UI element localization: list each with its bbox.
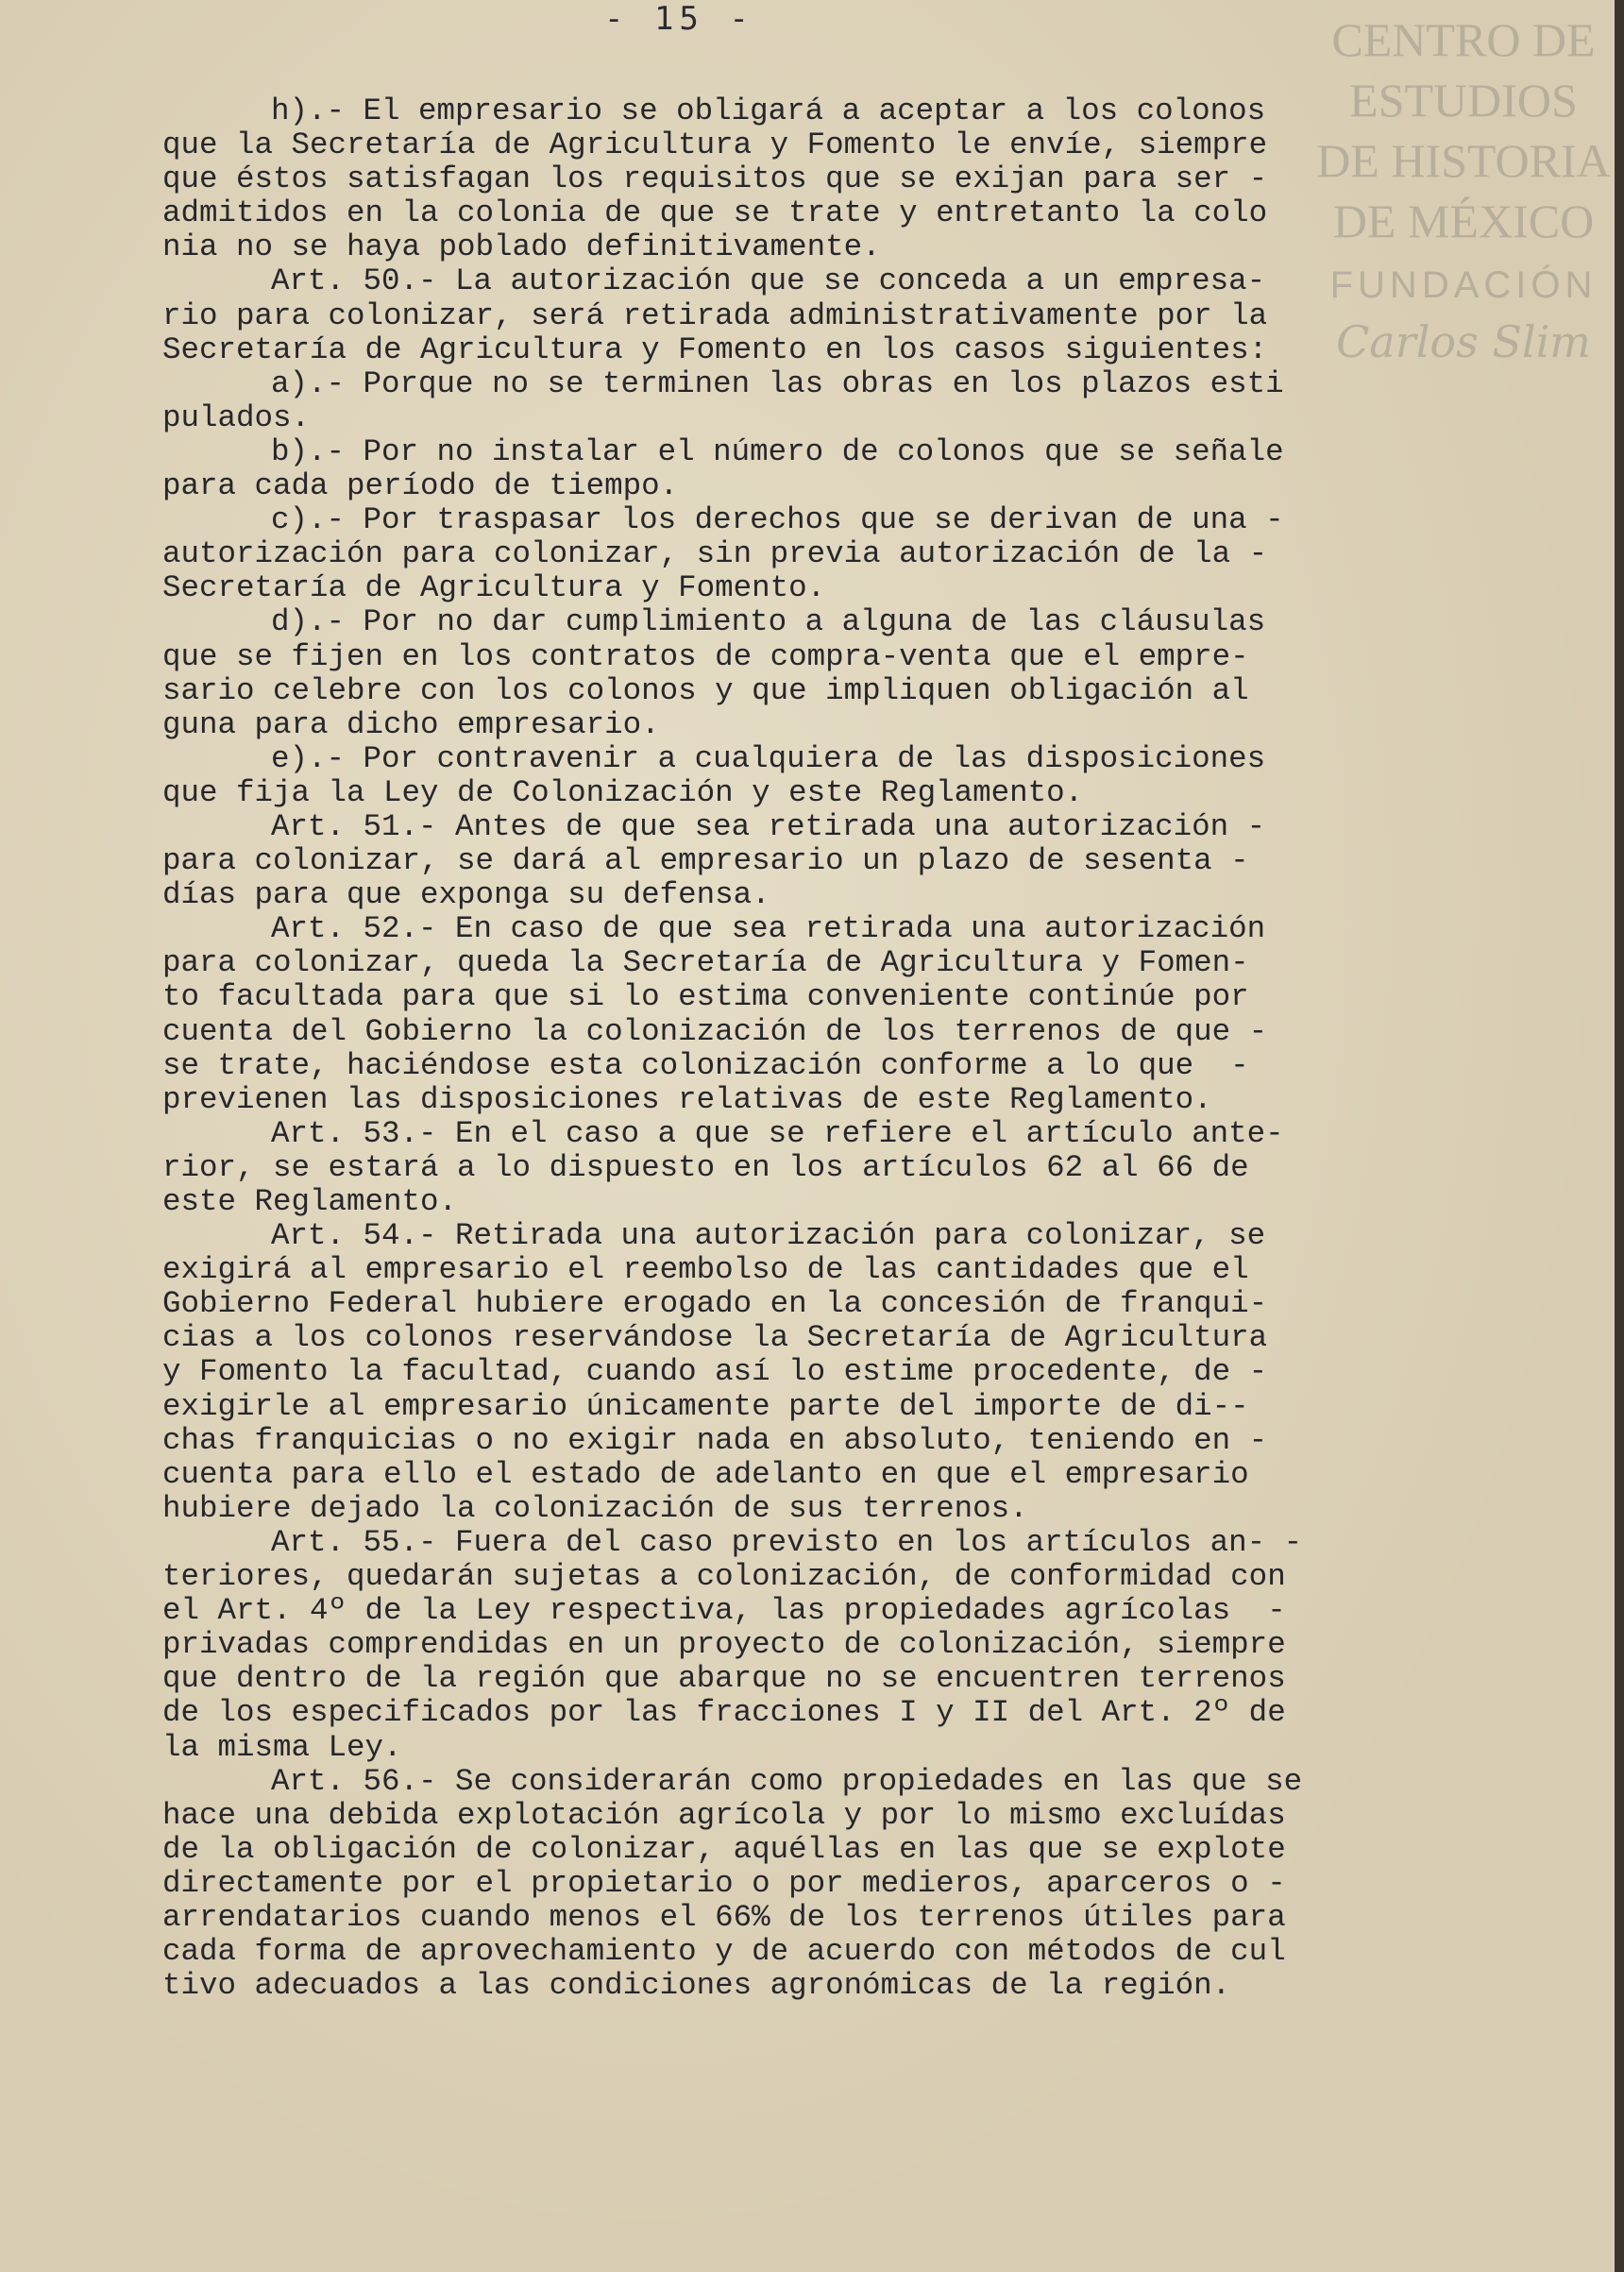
text-line: días para que exponga su defensa. <box>162 877 770 913</box>
text-line: que la Secretaría de Agricultura y Fomento le envíe, siempre <box>162 127 1268 163</box>
text-line: cuenta para ello el estado de adelanto en que el empresario <box>162 1456 1249 1492</box>
text-line: chas franquicias o no exigir nada en absoluto, teniendo en - <box>162 1422 1268 1458</box>
typed-body-text <box>162 94 1409 2003</box>
text-line: to facultada para que si lo estima conveniente continúe por <box>162 979 1249 1015</box>
text-line: y Fomento la facultad, cuando así lo estime procedente, de - <box>162 1354 1268 1390</box>
text-line: cias a los colonos reservándose la Secretaría de Agricultura <box>162 1320 1268 1356</box>
text-line: hubiere dejado la colonización de sus terrenos. <box>162 1490 1028 1526</box>
text-line: Art. 56.- Se considerarán como propiedades en las que se <box>271 1763 1303 1799</box>
page-number: - 15 - <box>604 0 754 38</box>
text-line: que fija la Ley de Colonización y este Reglamento. <box>162 774 1084 810</box>
text-line: de la obligación de colonizar, aquéllas en las que se explote <box>162 1831 1286 1867</box>
text-line: privadas comprendidas en un proyecto de colonización, siempre <box>162 1627 1286 1663</box>
text-line: Secretaría de Agricultura y Fomento en los casos siguientes: <box>162 331 1268 367</box>
text-line: d).- Por no dar cumplimiento a alguna de las cláusulas <box>271 604 1266 640</box>
text-line: cuenta del Gobierno la colonización de los terrenos de que - <box>162 1013 1268 1049</box>
text-line: h).- El empresario se obligará a aceptar a los colonos <box>271 93 1266 128</box>
text-line: para colonizar, queda la Secretaría de Agricultura y Fomen- <box>162 945 1249 981</box>
watermark-line: DE HISTORIA <box>1316 134 1611 187</box>
text-line: la misma Ley. <box>162 1729 402 1765</box>
text-line: rio para colonizar, será retirada administrativamente por la <box>162 297 1268 333</box>
text-line: de los especificados por las fracciones I y II del Art. 2º de <box>162 1695 1286 1731</box>
text-line: admitidos en la colonia de que se trate y entretanto la colo <box>162 195 1268 231</box>
text-line: teriores, quedarán sujetas a colonización, de conformidad con <box>162 1559 1286 1595</box>
text-line: exigirle al empresario únicamente parte del importe de di-- <box>162 1388 1249 1424</box>
text-line: para cada período de tiempo. <box>162 468 679 504</box>
text-line: pulados. <box>162 399 311 435</box>
watermark-signature: Carlos Slim <box>1336 316 1591 367</box>
text-line: directamente por el propietario o por medieros, aparceros o - <box>162 1865 1286 1901</box>
text-line: c).- Por traspasar los derechos que se derivan de una - <box>271 502 1284 538</box>
text-line: sario celebre con los colonos y que impliquen obligación al <box>162 672 1249 708</box>
watermark-line: CENTRO DE <box>1331 13 1596 66</box>
text-line: Art. 53.- En el caso a que se refiere el artículo ante- <box>271 1115 1284 1151</box>
text-line: previenen las disposiciones relativas de este Reglamento. <box>162 1081 1212 1117</box>
text-line: b).- Por no instalar el número de colonos que se señale <box>271 433 1284 469</box>
text-line: Art. 50.- La autorización que se conceda a un empresa- <box>271 263 1266 299</box>
text-line: que se fijen en los contratos de compra-venta que el empre- <box>162 638 1249 674</box>
text-line: rior, se estará a lo dispuesto en los artículos 62 al 66 de <box>162 1149 1249 1185</box>
page-edge-shadow <box>1615 0 1624 2272</box>
watermark-line: DE MÉXICO <box>1332 195 1595 247</box>
text-line: e).- Por contravenir a cualquiera de las disposiciones <box>271 740 1266 776</box>
text-line: cada forma de aprovechamiento y de acuerdo con métodos de cul <box>162 1934 1286 1970</box>
text-line: nia no se haya poblado definitivamente. <box>162 229 881 265</box>
watermark-line: ESTUDIOS <box>1349 74 1578 127</box>
text-line: Gobierno Federal hubiere erogado en la concesión de franqui- <box>162 1286 1268 1322</box>
text-line: se trate, haciéndose esta colonización conforme a lo que - <box>162 1047 1249 1083</box>
text-line: guna para dicho empresario. <box>162 706 660 742</box>
text-line: hace una debida explotación agrícola y por lo mismo excluídas <box>162 1797 1286 1833</box>
text-line: tivo adecuados a las condiciones agronómicas de la región. <box>162 1968 1231 2004</box>
watermark-foundation: FUNDACIÓN <box>1329 264 1598 306</box>
text-line: a).- Porque no se terminen las obras en los plazos esti <box>271 365 1284 401</box>
text-line: para colonizar, se dará al empresario un plazo de sesenta - <box>162 843 1249 879</box>
text-line: Art. 52.- En caso de que sea retirada una autorización <box>271 911 1266 947</box>
text-line: Art. 55.- Fuera del caso previsto en los artículos an- - <box>271 1524 1303 1560</box>
text-line: que dentro de la región que abarque no se encuentren terrenos <box>162 1661 1286 1697</box>
text-line: que éstos satisfagan los requisitos que se exijan para ser - <box>162 161 1268 197</box>
text-line: Art. 51.- Antes de que sea retirada una autorización - <box>271 808 1266 844</box>
text-line: autorización para colonizar, sin previa autorización de la - <box>162 536 1268 572</box>
text-line: el Art. 4º de la Ley respectiva, las propiedades agrícolas - <box>162 1593 1286 1629</box>
text-line: Secretaría de Agricultura y Fomento. <box>162 570 826 606</box>
text-line: este Reglamento. <box>162 1184 458 1219</box>
text-line: exigirá al empresario el reembolso de las cantidades que el <box>162 1252 1249 1288</box>
text-line: arrendatarios cuando menos el 66% de los terrenos útiles para <box>162 1899 1286 1935</box>
text-line: Art. 54.- Retirada una autorización para colonizar, se <box>271 1218 1266 1254</box>
